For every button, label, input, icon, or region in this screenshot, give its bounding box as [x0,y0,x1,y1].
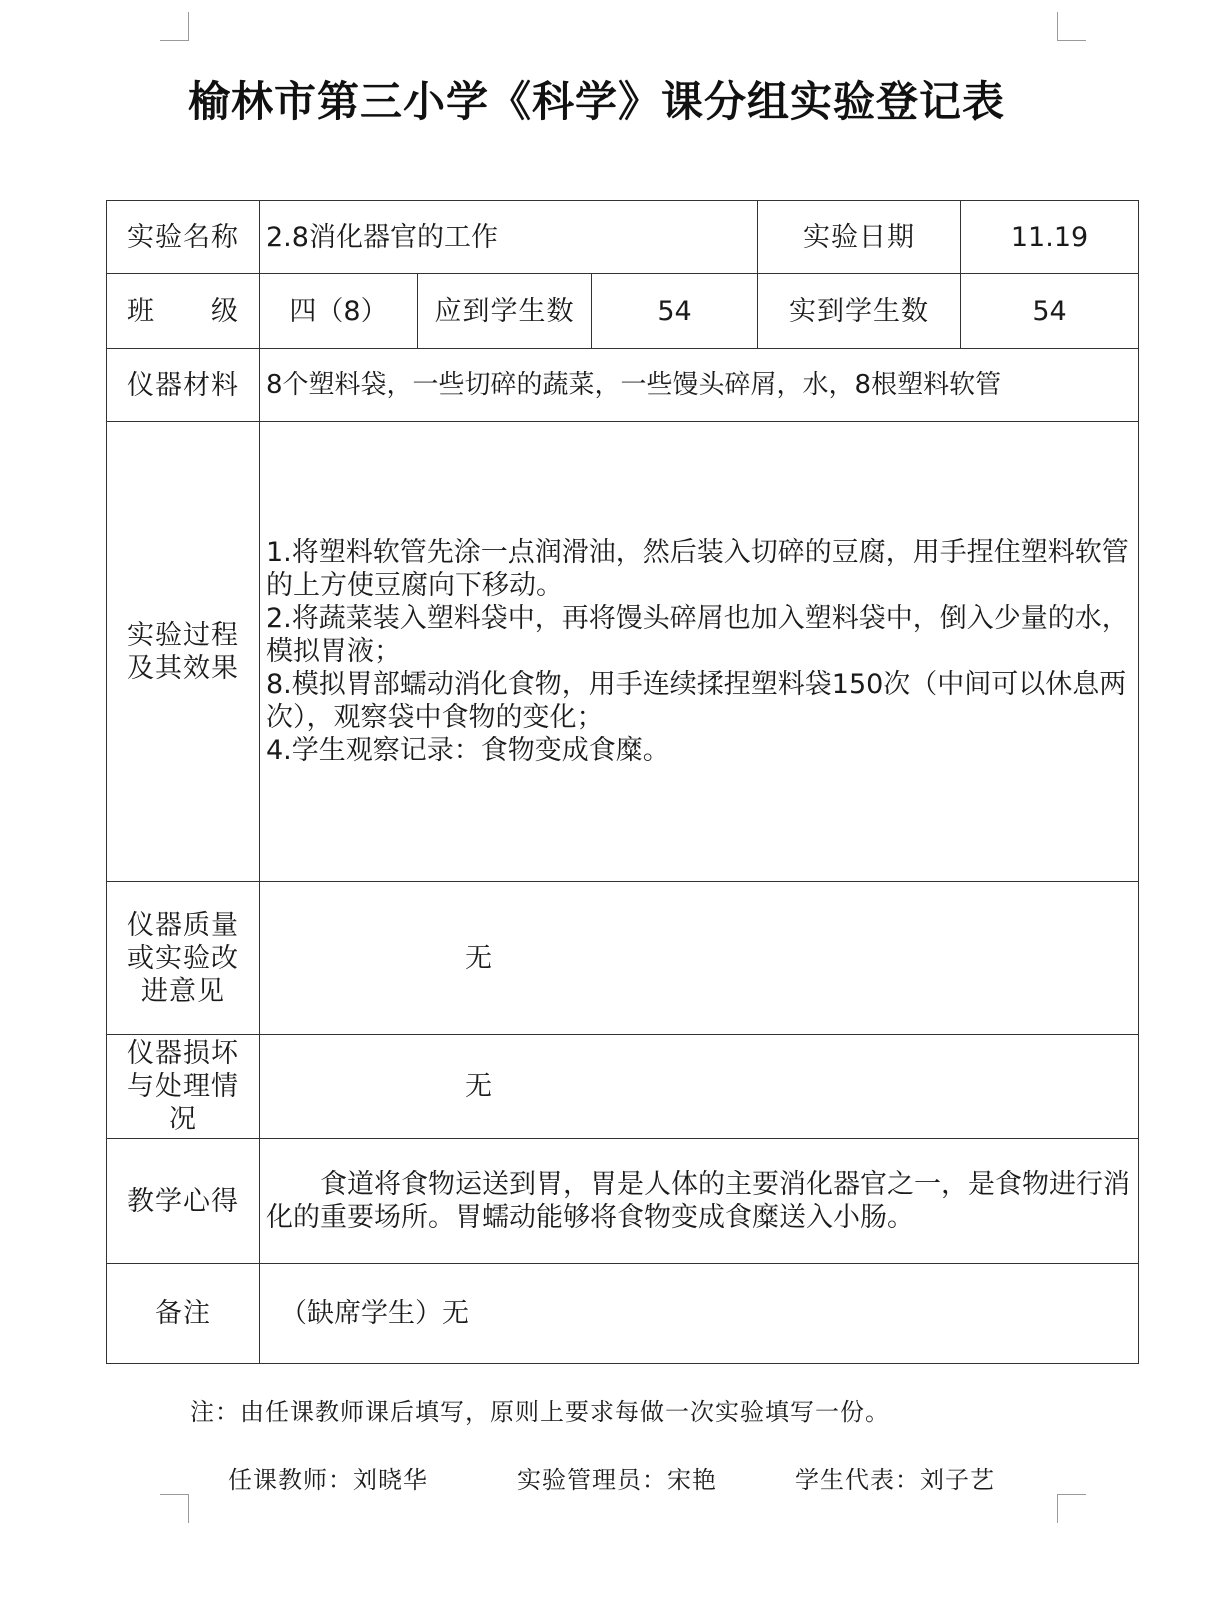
row-process [107,422,1139,882]
row-materials [107,349,1139,422]
value-damage: 无 [260,1035,1139,1139]
crop-mark-bottom-right [1057,1494,1086,1523]
page-title: 榆林市第三小学《科学》课分组实验登记表 [188,77,1006,126]
process-step-4: 4.学生观察记录：食物变成食糜。 [266,735,670,766]
label-remark: 备注 [107,1264,260,1364]
signature-student: 学生代表：刘子艺 [795,1466,995,1494]
label-reflection: 教学心得 [107,1139,260,1264]
crop-mark-top-right [1057,12,1086,41]
label-actual-students: 实到学生数 [758,274,961,349]
row-remark [107,1264,1139,1364]
label-class: 班 级 [107,274,260,349]
label-experiment-name: 实验名称 [107,201,260,274]
label-quality: 仪器质量或实验改进意见 [107,882,260,1035]
value-reflection: 食道将食物运送到胃，胃是人体的主要消化器官之一，是食物进行消化的重要场所。胃蠕动能够将食物变成食糜送入小肠。 [260,1139,1139,1264]
value-class: 四（8） [260,274,418,349]
signature-manager: 实验管理员：宋艳 [517,1466,717,1494]
label-materials: 仪器材料 [107,349,260,422]
value-expected-students: 54 [592,274,758,349]
value-quality: 无 [260,882,1139,1035]
value-experiment-name: 2.8消化器官的工作 [260,201,758,274]
row-class-counts [107,274,1139,349]
value-experiment-date: 11.19 [961,201,1139,274]
experiment-register-table [106,200,1139,1364]
crop-mark-top-left [160,12,189,41]
signature-teacher: 任课教师：刘晓华 [228,1466,428,1494]
label-process: 实验过程及其效果 [107,422,260,882]
process-step-3: 8.模拟胃部蠕动消化食物，用手连续揉捏塑料袋150次（中间可以休息两次），观察袋中食物的变化； [266,669,1127,733]
value-remark: （缺席学生）无 [260,1264,1139,1364]
label-experiment-date: 实验日期 [758,201,961,274]
row-name-date [107,201,1139,274]
value-materials: 8个塑料袋，一些切碎的蔬菜，一些馒头碎屑，水，8根塑料软管 [260,349,1139,422]
row-reflection [107,1139,1139,1264]
value-actual-students: 54 [961,274,1139,349]
footnote: 注：由任课教师课后填写，原则上要求每做一次实验填写一份。 [190,1398,890,1426]
value-process [260,422,1139,882]
label-damage: 仪器损坏与处理情况 [107,1035,260,1139]
label-expected-students: 应到学生数 [418,274,592,349]
process-step-2: 2.将蔬菜装入塑料袋中，再将馒头碎屑也加入塑料袋中，倒入少量的水，模拟胃液； [266,603,1129,667]
crop-mark-bottom-left [160,1494,189,1523]
process-step-1: 1.将塑料软管先涂一点润滑油，然后装入切碎的豆腐，用手捏住塑料软管的上方使豆腐向下移动。 [266,537,1129,601]
row-quality [107,882,1139,1035]
row-damage [107,1035,1139,1139]
